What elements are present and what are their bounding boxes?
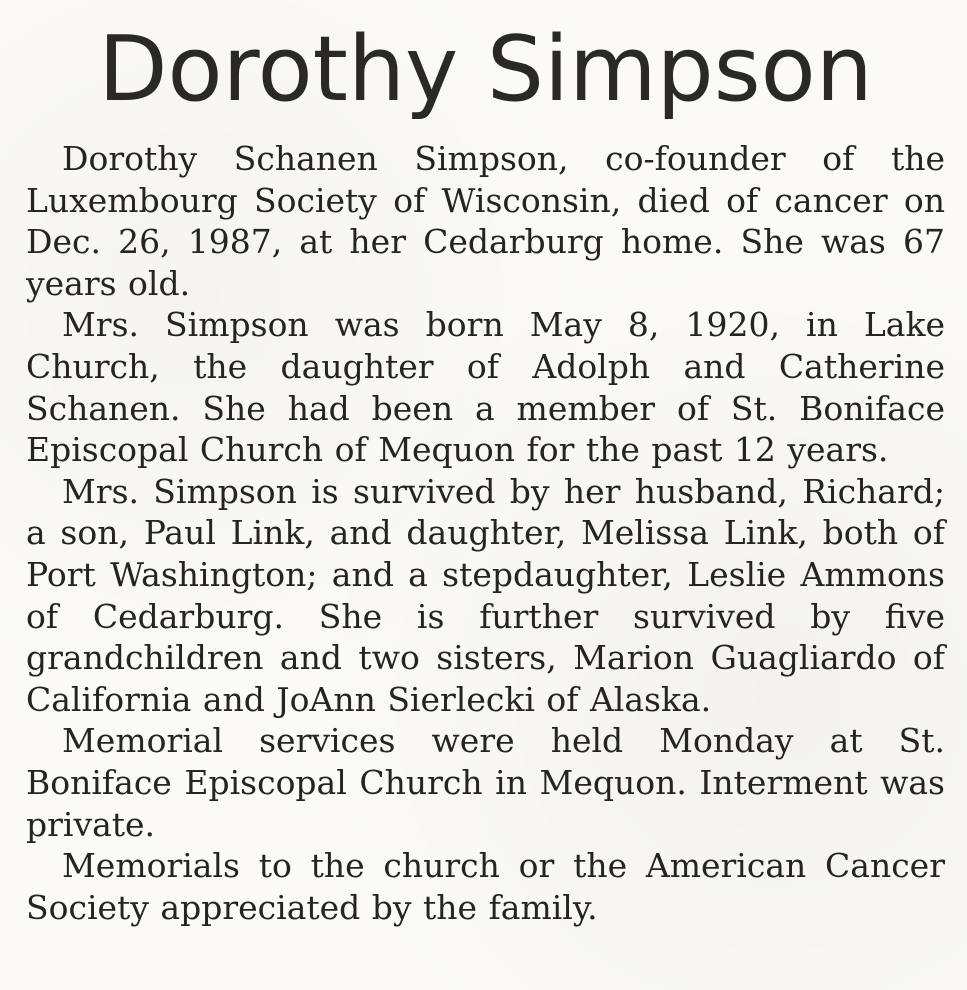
- paragraph-death-notice: Dorothy Schanen Simpson, co-founder of the Luxembourg Society of Wisconsin, died of cancer on Dec. 26, 1987, at her Cedarburg home. She was 67 years old.: [26, 139, 945, 303]
- paragraph-memorials: Memorials to the church or the American Cancer Society appreciated by the family.: [26, 846, 945, 927]
- paragraph-survivors: Mrs. Simpson is survived by her husband, Richard; a son, Paul Link, and daughter, Melissa Link, both of Port Washington; and a stepdaughter, Leslie Ammons of Cedarburg. She is further survived by five grandchildren and two sisters, Marion Guagliardo of California and JoAnn Sierlecki of Alaska.: [26, 471, 945, 719]
- paragraph-biography: Mrs. Simpson was born May 8, 1920, in Lake Church, the daughter of Adolph and Catherine Schanen. She had been a member of St. Boniface Episcopal Church of Mequon for the past 12 years.: [26, 305, 945, 470]
- paragraph-services: Memorial services were held Monday at St. Boniface Episcopal Church in Mequon. Interment was private.: [26, 721, 945, 844]
- obituary-headline: Dorothy Simpson: [98, 17, 873, 122]
- obituary-body: [26, 138, 945, 928]
